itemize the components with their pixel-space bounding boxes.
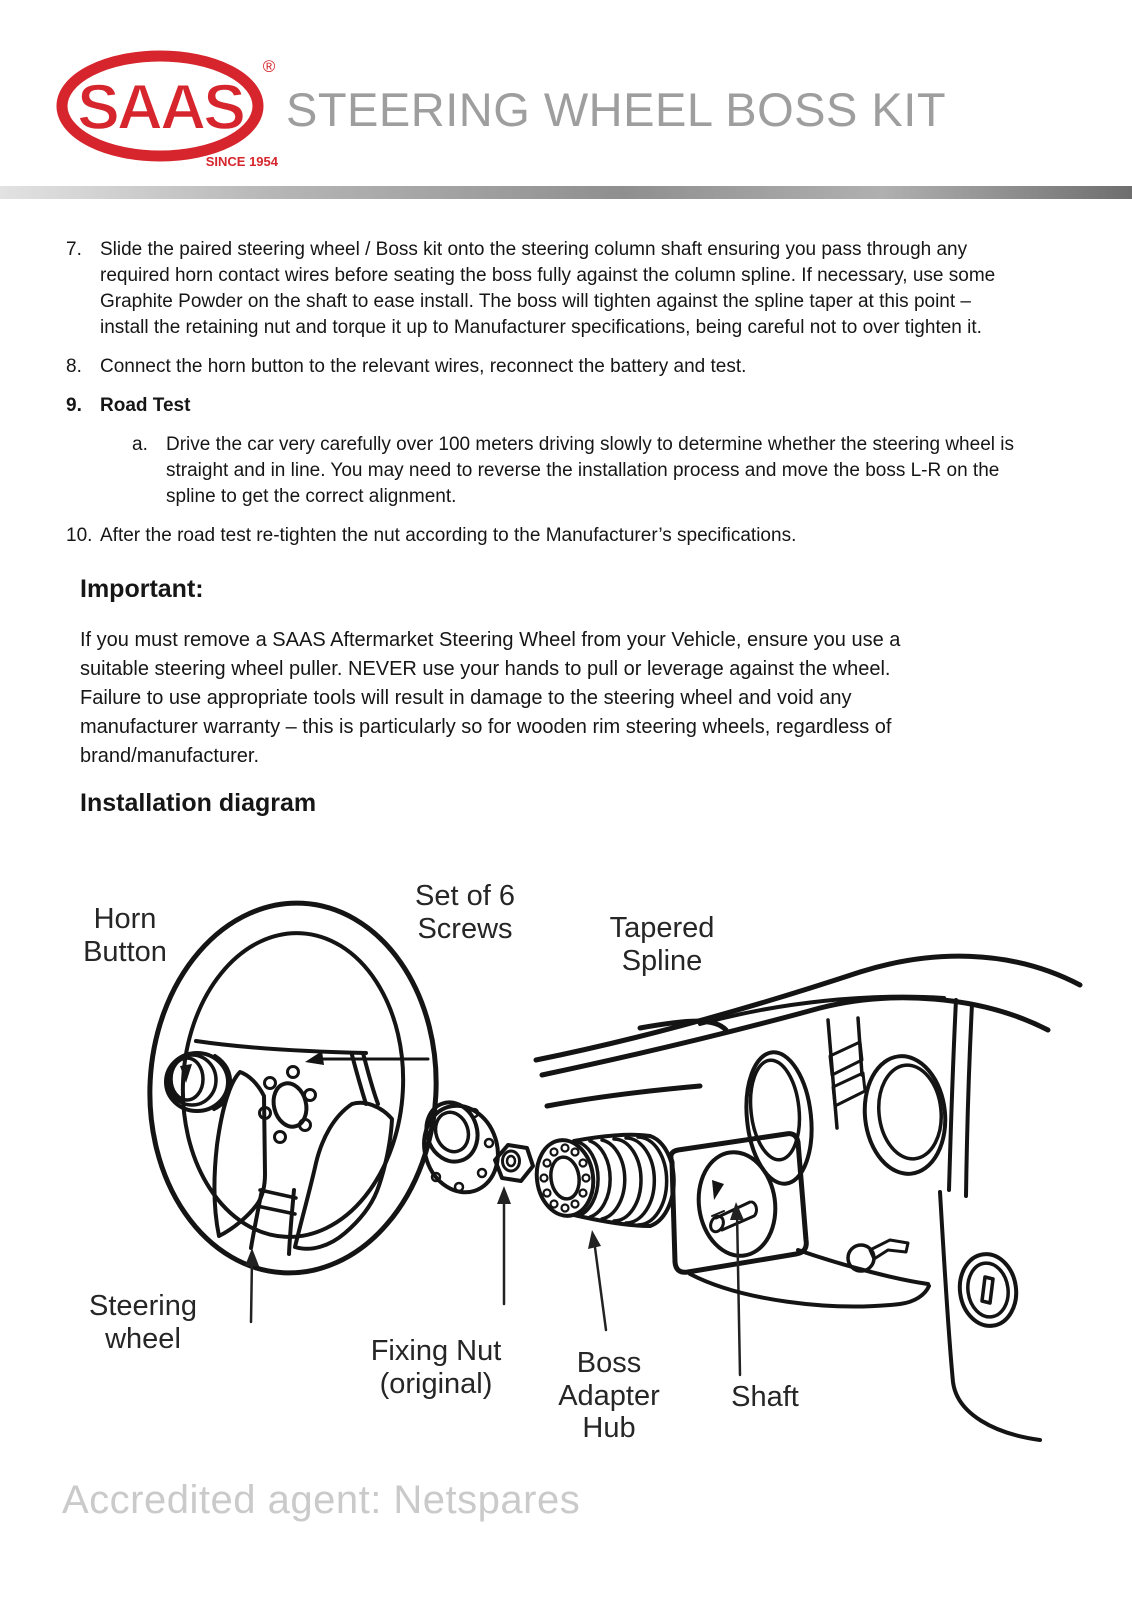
label-line: wheel: [105, 1322, 181, 1355]
dash-curves: [536, 956, 1080, 1106]
ignition-lock-drawing: [955, 1250, 1020, 1329]
label-set-of-6-screws: [355, 880, 575, 945]
boss-hub-arrow: [588, 1230, 606, 1330]
header-divider: [0, 186, 1132, 199]
label-horn-button: [15, 903, 235, 968]
instructions-section: [66, 237, 1024, 820]
installation-diagram-heading: Installation diagram: [80, 789, 317, 817]
hub-screws-drawing: [260, 1067, 316, 1143]
fixing-nut-arrow: [497, 1186, 511, 1304]
important-paragraph: If you must remove a SAAS Aftermarket Steering Wheel from your Vehicle, ensure you use a suitable steering wheel puller. NEVER use your hands to pull or leverage against the wheel. Failure to use appropriate tools will result in damage to the steering wheel and void any manufacturer warranty – this is particularly so for wooden rim steering wheels, regardless of brand/manufacturer.: [80, 629, 901, 767]
label-line: Hub: [582, 1412, 636, 1444]
tapered-spline-marker-icon: [712, 1180, 724, 1200]
horn-button-drawing: [166, 1053, 230, 1111]
logo-brand-text: SAAS: [77, 71, 243, 143]
list-item-7: [66, 237, 1024, 341]
label-steering-wheel: [33, 1290, 253, 1355]
label-line: Tapered: [609, 912, 715, 944]
label-line: Steering: [88, 1290, 197, 1322]
accredited-agent-footer: Accredited agent: Netspares: [62, 1478, 581, 1522]
boss-hub-drawing: [532, 1135, 674, 1226]
logo-since-text: SINCE 1954: [205, 154, 278, 169]
list-text: Drive the car very carefully over 100 meters driving slowly to determine whether the steering wheel is straight and in line. You may need to reverse the installation process and move the boss L-R on the spline to get the correct alignment.: [166, 434, 1014, 507]
fixing-nut-drawing: [495, 1145, 533, 1181]
registered-mark-icon: ®: [262, 57, 276, 76]
label-line: Button: [83, 935, 167, 968]
list-item-9a: [132, 432, 1024, 510]
label-line: Horn: [93, 903, 157, 935]
list-text: After the road test re-tighten the nut according to the Manufacturer’s specifications.: [100, 525, 797, 546]
saas-logo: [56, 50, 286, 172]
list-item-10: [66, 523, 1024, 549]
label-line: Shaft: [731, 1381, 799, 1413]
label-line: (original): [379, 1367, 493, 1400]
label-shaft: [655, 1381, 875, 1414]
list-text: Road Test: [100, 395, 191, 416]
list-number: 10.: [66, 525, 93, 546]
label-line: Adapter: [558, 1379, 660, 1412]
label-line: Set of 6: [415, 880, 515, 912]
list-number: 8.: [66, 356, 82, 377]
saas-logo-graphic: [56, 50, 286, 172]
label-line: Boss: [576, 1347, 642, 1379]
label-line: Spline: [621, 944, 703, 977]
important-heading: Important:: [80, 575, 204, 603]
list-number: 7.: [66, 239, 82, 260]
label-line: Fixing Nut: [370, 1335, 502, 1367]
page-title: STEERING WHEEL BOSS KIT: [286, 83, 947, 136]
list-text: Slide the paired steering wheel / Boss kit onto the steering column shaft ensuring you pass through any required horn contact wires before seating the boss fully against the column spline. If necessary, use some Graphite Powder on the shaft to ease install. The boss will tighten against the spline taper at this point – install the retaining nut and torque it up to Manufacturer specifications, being careful not to over tighten it.: [100, 239, 996, 338]
label-line: Screws: [417, 912, 513, 945]
list-item-8: [66, 354, 1024, 380]
list-text: Connect the horn button to the relevant wires, reconnect the battery and test.: [100, 356, 747, 377]
label-tapered-spline: [552, 912, 772, 977]
list-number: a.: [132, 434, 148, 455]
list-number: 9.: [66, 395, 82, 416]
list-item-9: [66, 393, 1024, 419]
